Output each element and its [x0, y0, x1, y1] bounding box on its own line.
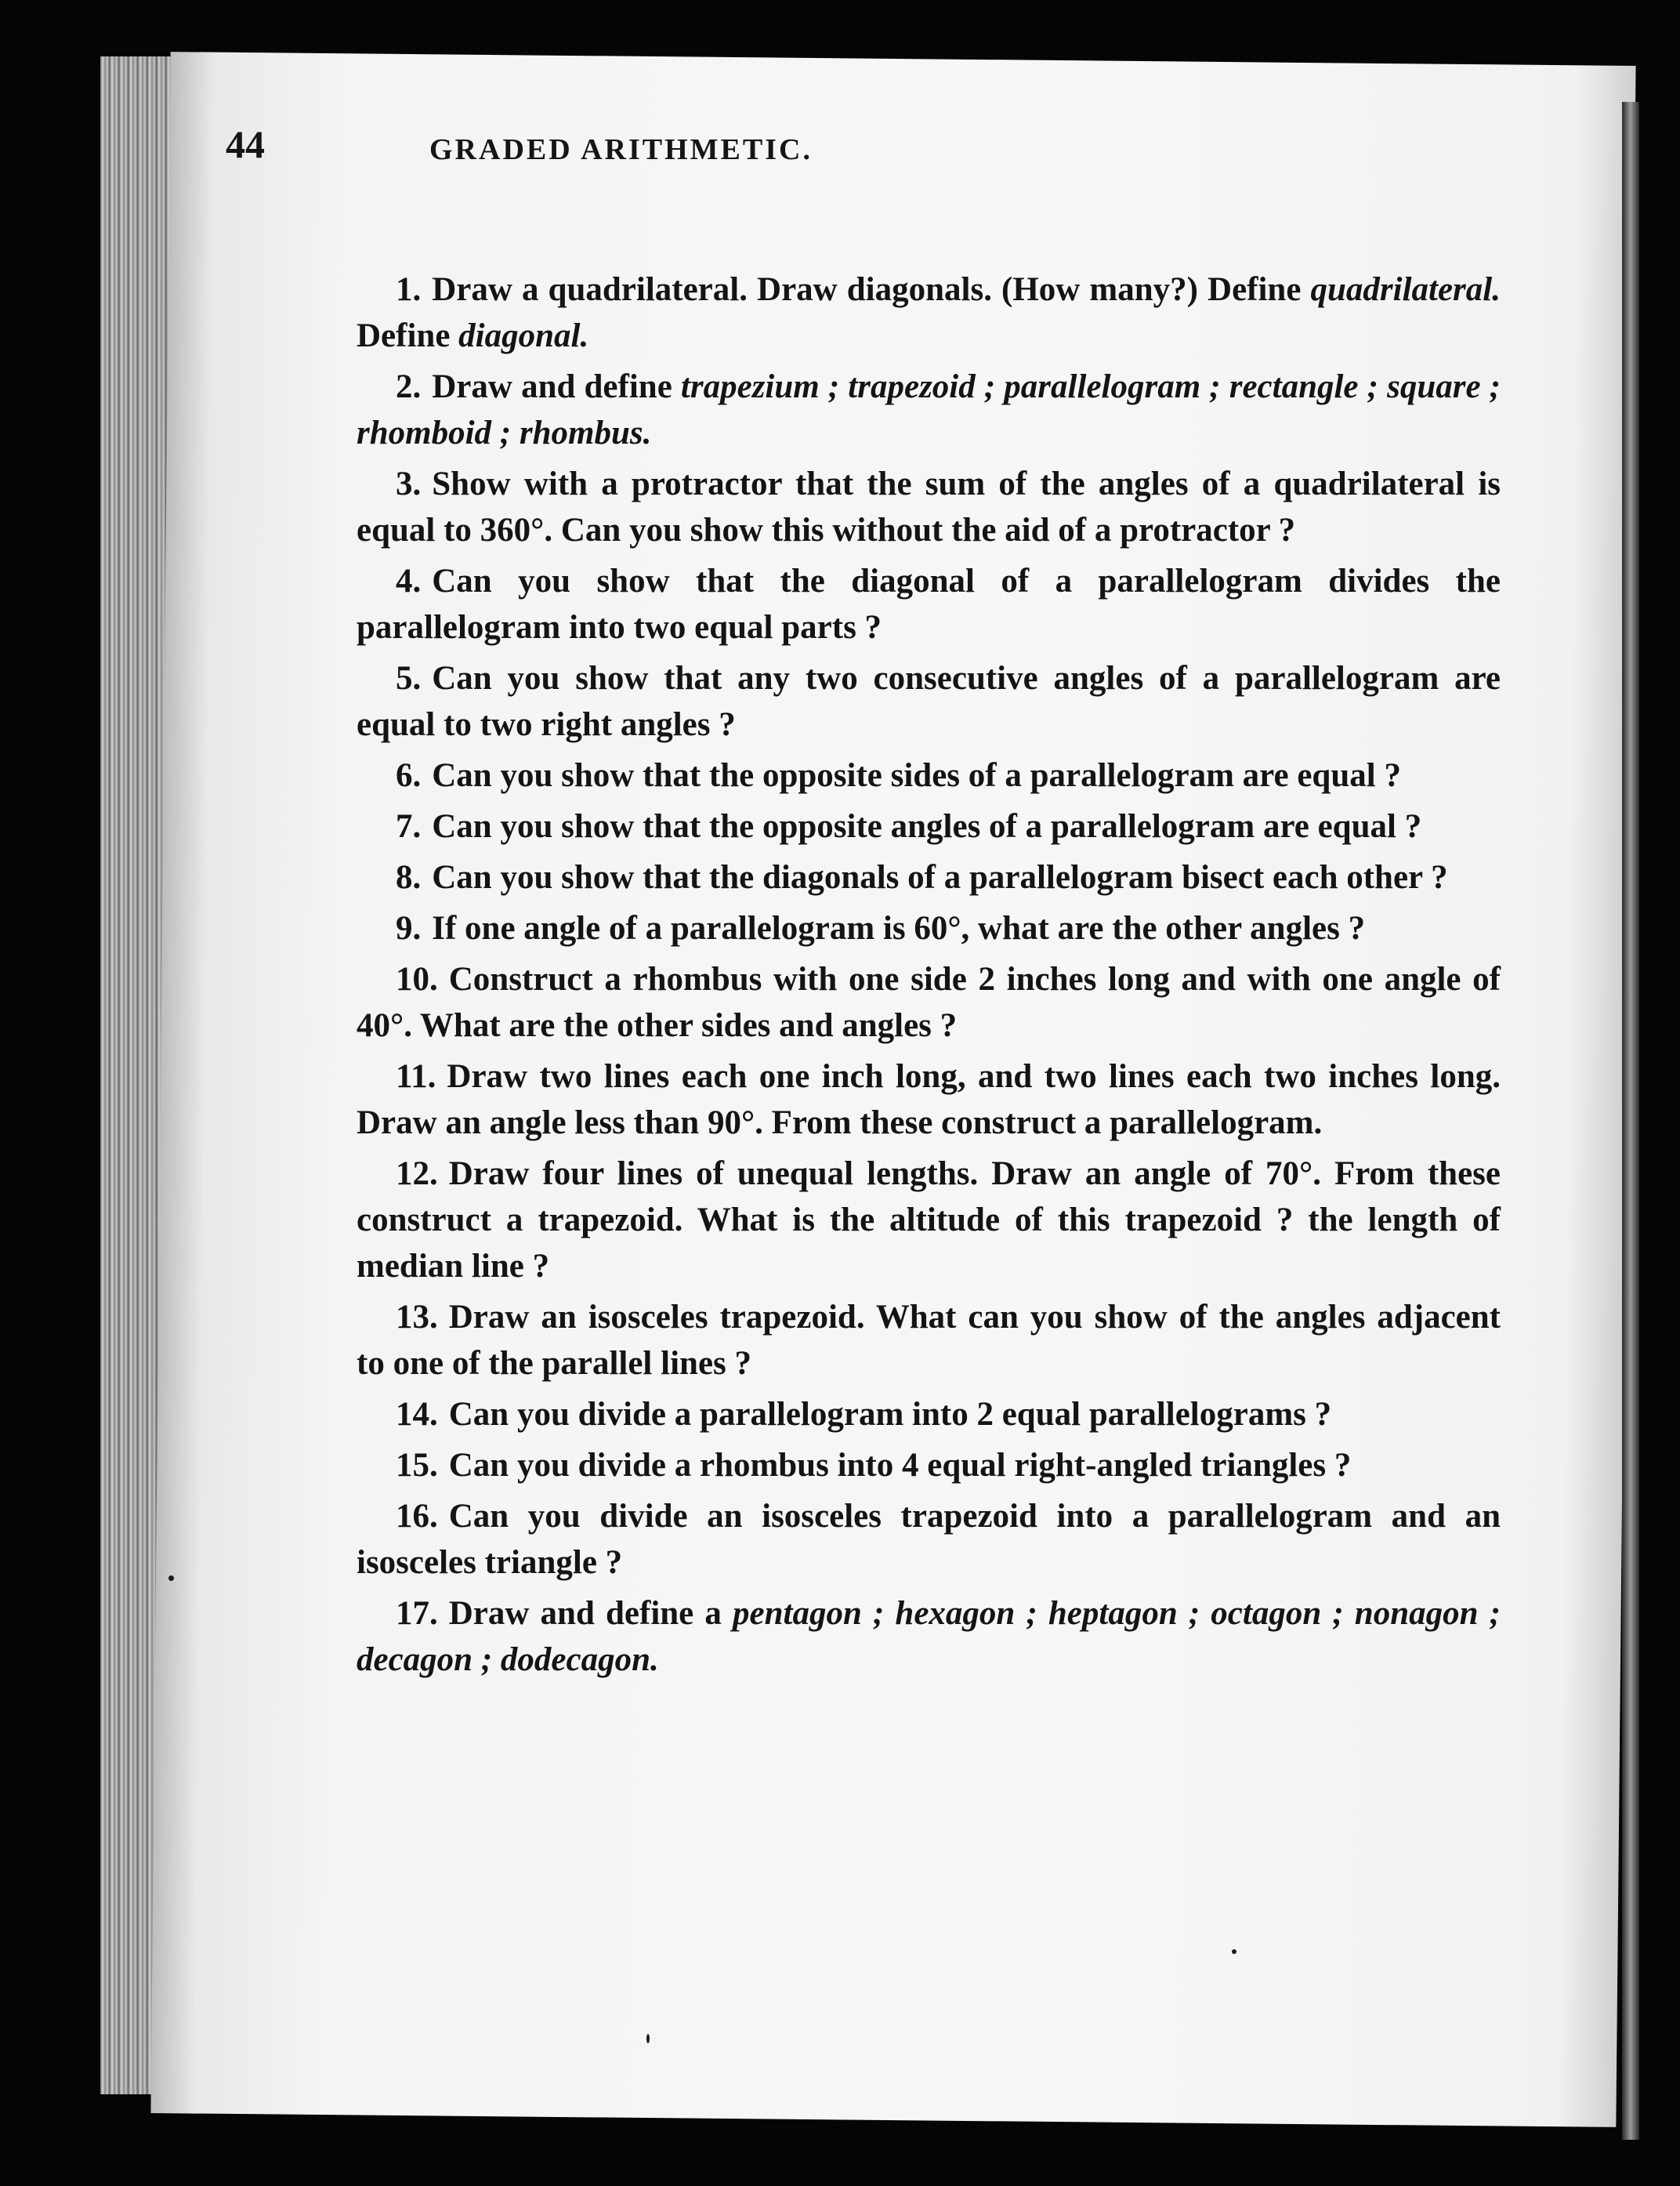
exercise-text: Can you show that the opposite angles of a parallelogram are equal ? — [432, 808, 1422, 845]
exercise-number: 6. — [396, 757, 422, 794]
exercise-number: 13. — [396, 1299, 438, 1336]
exercise-number: 12. — [396, 1155, 438, 1192]
exercise-list — [357, 266, 1501, 1688]
exercise-item — [357, 1151, 1501, 1289]
exercise-term: quadrilateral. — [1310, 271, 1501, 308]
scan-speck — [646, 2034, 650, 2043]
exercise-number: 10. — [396, 961, 438, 998]
exercise-item — [357, 1294, 1501, 1387]
exercise-number: 15. — [396, 1447, 438, 1484]
exercise-term: pentagon ; hexagon ; heptagon ; octagon ; nonagon ; decagon ; dodecagon. — [357, 1595, 1501, 1678]
exercise-item — [357, 752, 1501, 799]
exercise-item — [357, 1493, 1501, 1586]
exercise-term: diagonal. — [458, 317, 589, 354]
exercise-item — [357, 1442, 1501, 1488]
exercise-item — [357, 461, 1501, 553]
exercise-text: Draw two lines each one inch long, and two lines each two inches long. Draw an angle less than 90°. From these construct a parallelogram. — [357, 1058, 1501, 1141]
exercise-number: 3. — [396, 466, 422, 502]
running-title: GRADED ARITHMETIC. — [429, 133, 813, 166]
exercise-item — [357, 1590, 1501, 1683]
exercise-text: Construct a rhombus with one side 2 inches long and with one angle of 40°. What are the other sides and angles ? — [357, 961, 1501, 1044]
exercise-item — [357, 803, 1501, 850]
exercise-term: trapezium ; trapezoid ; parallelogram ; rectangle ; square ; rhomboid ; rhombus. — [357, 368, 1501, 451]
exercise-number: 14. — [396, 1396, 438, 1433]
exercise-number: 2. — [396, 368, 422, 405]
exercise-text: Can you divide a rhombus into 4 equal right-angled triangles ? — [448, 1447, 1352, 1484]
exercise-item — [357, 905, 1501, 952]
exercise-number: 16. — [396, 1498, 438, 1535]
exercise-number: 8. — [396, 859, 422, 896]
exercise-number: 1. — [396, 271, 422, 308]
exercise-number: 4. — [396, 563, 422, 600]
exercise-number: 11. — [396, 1058, 436, 1095]
exercise-text: Draw an isosceles trapezoid. What can you show of the angles adjacent to one of the parallel lines ? — [357, 1299, 1501, 1382]
exercise-text: Draw and define — [432, 368, 681, 405]
exercise-text: If one angle of a parallelogram is 60°, what are the other angles ? — [432, 910, 1366, 947]
exercise-text: Can you show that the opposite sides of a parallelogram are equal ? — [432, 757, 1401, 794]
exercise-text: Can you divide a parallelogram into 2 equal parallelograms ? — [448, 1396, 1332, 1433]
exercise-number: 9. — [396, 910, 422, 947]
exercise-item — [357, 558, 1501, 651]
exercise-number: 17. — [396, 1595, 438, 1632]
page-number: 44 — [226, 122, 265, 166]
scan-speck — [168, 1575, 174, 1581]
exercise-text: Show with a protractor that the sum of the angles of a quadrilateral is equal to 360°. Can you show this without the aid of a protractor ? — [357, 466, 1501, 549]
exercise-text: Can you divide an isosceles trapezoid into a parallelogram and an isosceles triangle ? — [357, 1498, 1501, 1581]
page-header — [226, 121, 1401, 192]
page-right-edge — [1622, 102, 1639, 2140]
exercise-item — [357, 956, 1501, 1049]
exercise-text: Can you show that the diagonals of a parallelogram bisect each other ? — [432, 859, 1448, 896]
exercise-number: 5. — [396, 660, 422, 697]
exercise-text: Draw and define a — [448, 1595, 733, 1632]
exercise-item — [357, 1391, 1501, 1437]
exercise-text: Draw a quadrilateral. Draw diagonals. (How many?) Define — [432, 271, 1311, 308]
exercise-item — [357, 655, 1501, 748]
exercise-item — [357, 1053, 1501, 1146]
exercise-text: Define — [357, 317, 459, 354]
exercise-text: Draw four lines of unequal lengths. Draw an angle of 70°. From these construct a trapezoid. What is the altitude of this trapezoid ? the length of median line ? — [357, 1155, 1501, 1285]
exercise-item — [357, 364, 1501, 456]
scan-speck — [1232, 1949, 1236, 1954]
exercise-text: Can you show that any two consecutive angles of a parallelogram are equal to two right angles ? — [357, 660, 1501, 743]
exercise-item — [357, 854, 1501, 901]
exercise-text: Can you show that the diagonal of a parallelogram divides the parallelogram into two equal parts ? — [357, 563, 1501, 646]
exercise-item — [357, 266, 1501, 359]
exercise-number: 7. — [396, 808, 422, 845]
